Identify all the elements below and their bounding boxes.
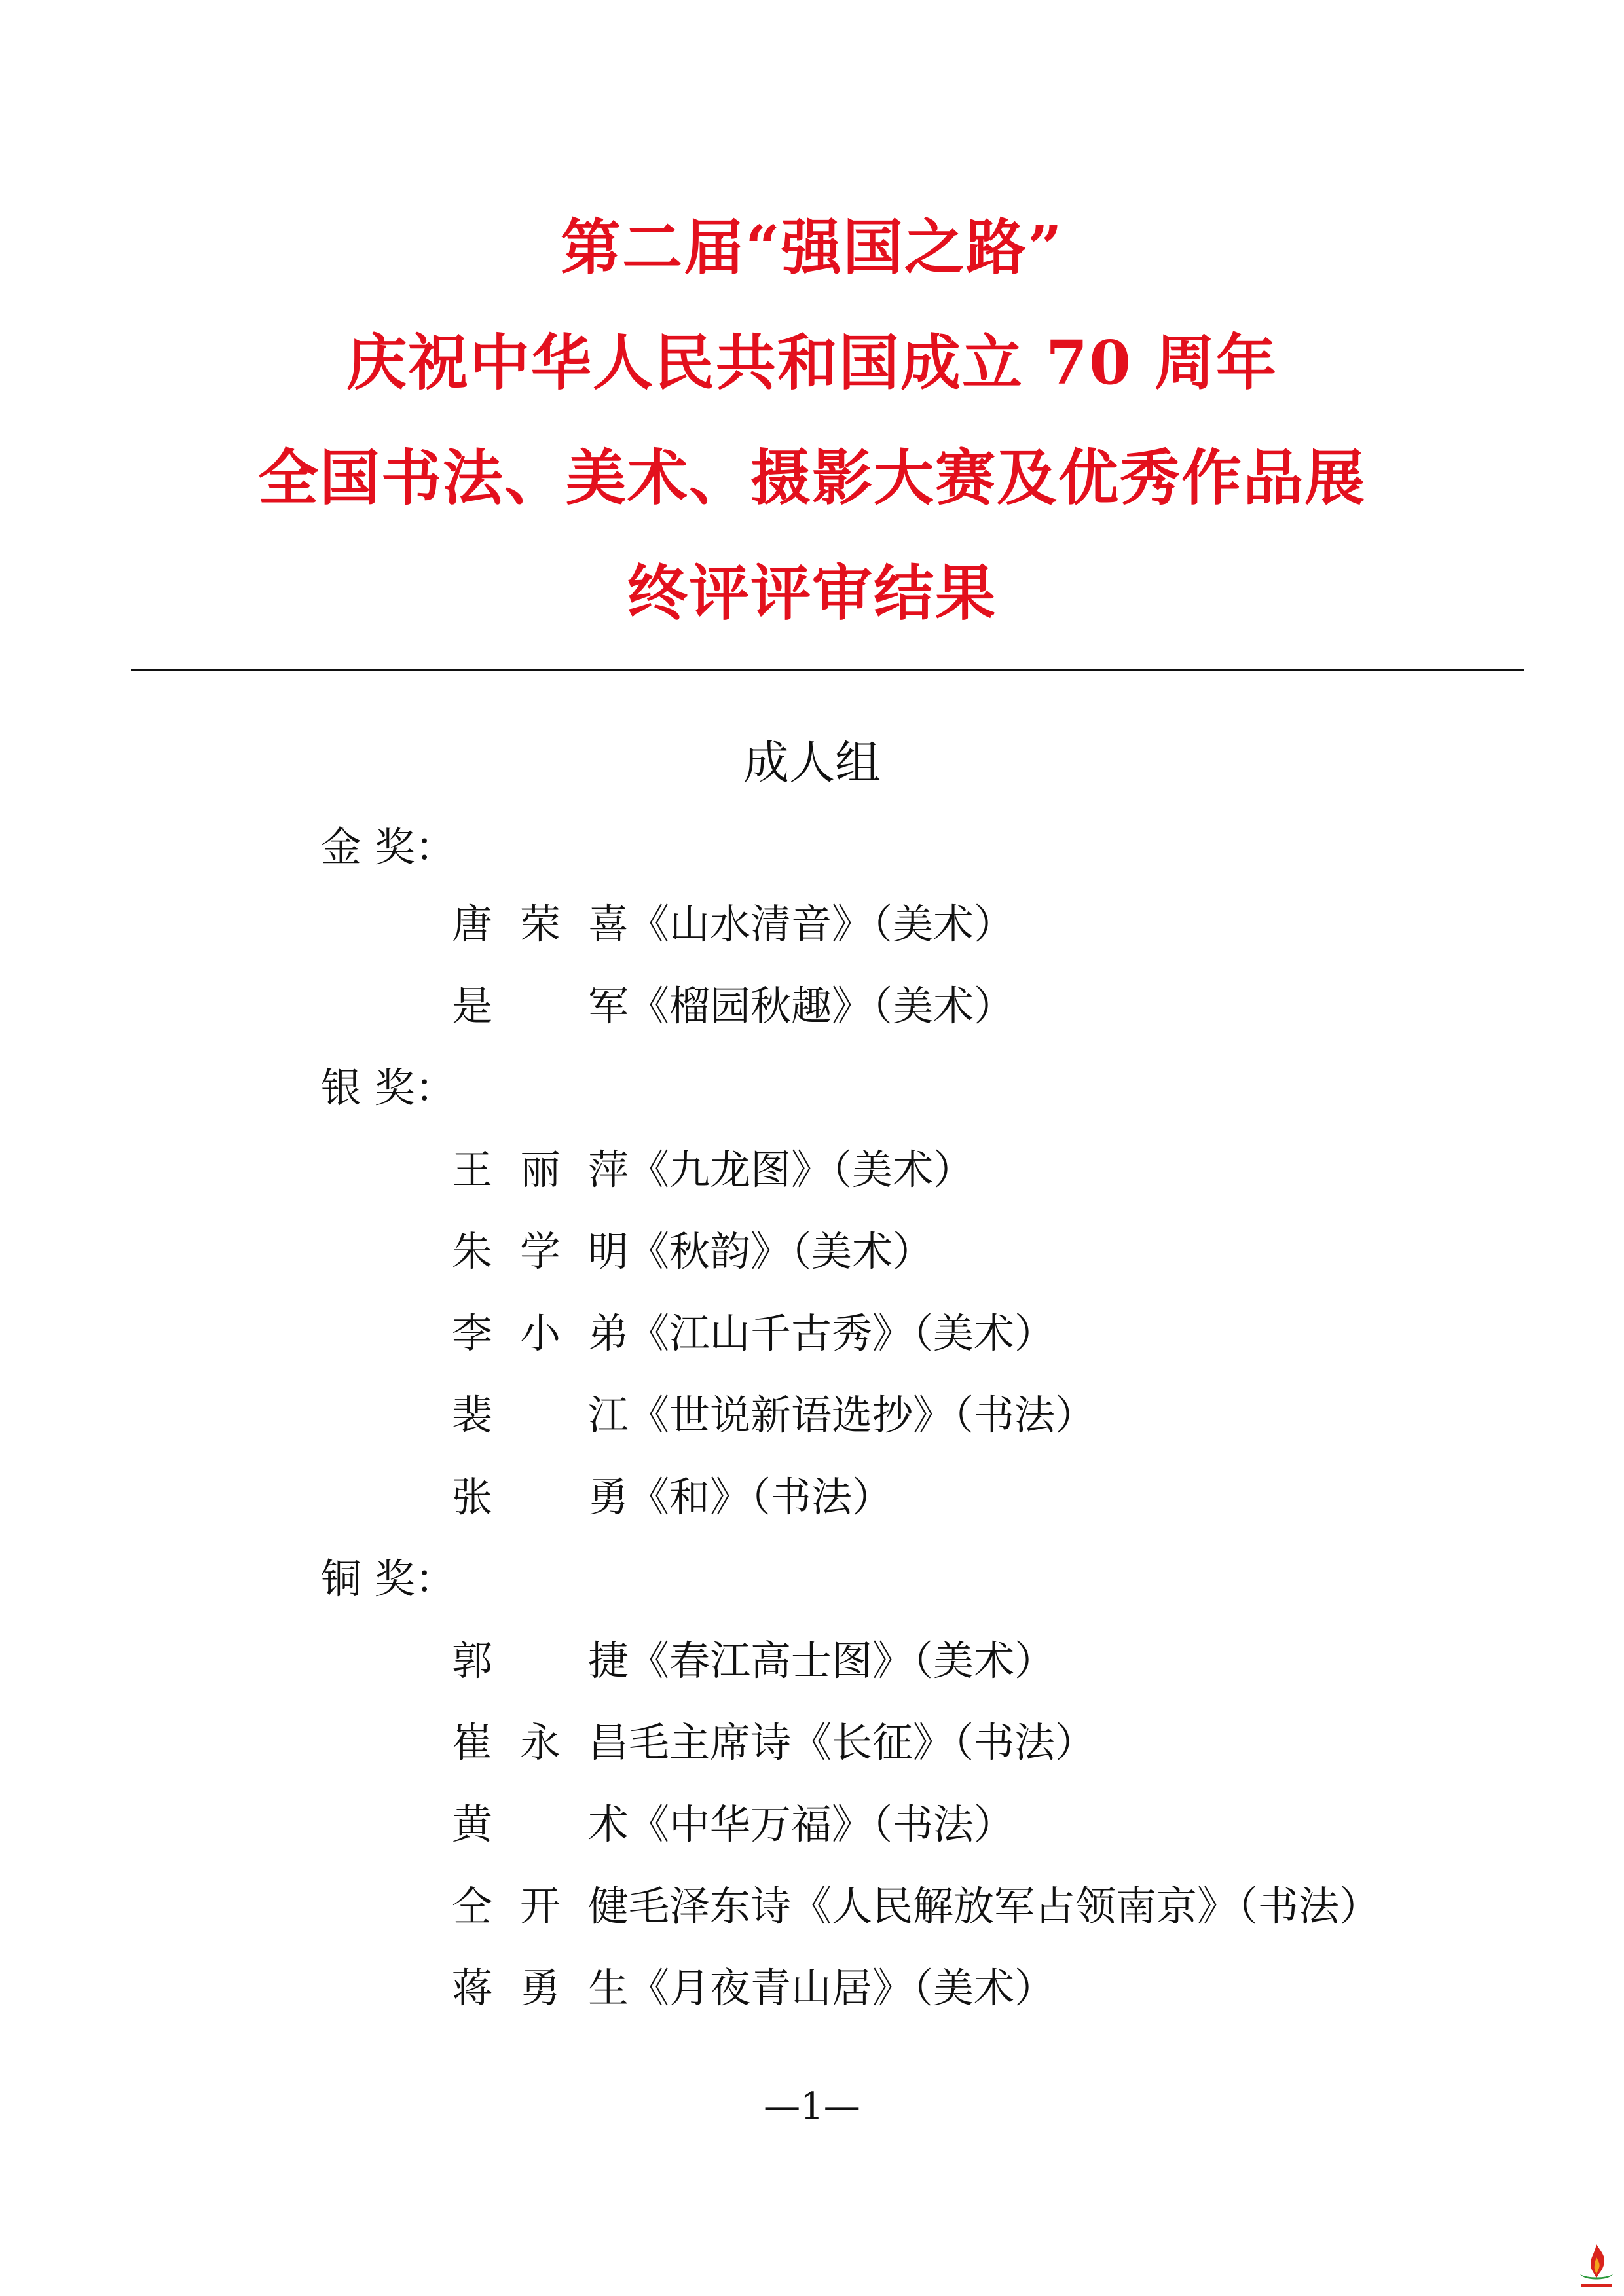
winner-name: 郭捷 (452, 1637, 629, 1685)
winner-name: 李小弟 (452, 1309, 629, 1357)
work-title: 《江山千古秀》（美术） (629, 1309, 1056, 1357)
list-item (452, 1389, 1096, 1442)
title-line-1: 第二届“强国之路” (561, 212, 1063, 283)
winner-name: 王丽萍 (452, 1146, 629, 1194)
list-item (452, 1144, 974, 1196)
work-title: 《山水清音》（美术） (629, 900, 1015, 948)
work-title: 《中华万福》（书法） (629, 1800, 1015, 1848)
work-title: 《榴园秋趣》（美术） (629, 982, 1015, 1030)
award-heading-silver: 银 奖： (321, 1064, 456, 1112)
list-item (452, 1880, 1380, 1933)
list-item (452, 1226, 933, 1278)
title-line-3: 全国书法、美术、摄影大赛及优秀作品展 (257, 443, 1366, 513)
list-item (452, 980, 1014, 1032)
work-title: 《月夜青山居》（美术） (629, 1964, 1056, 2012)
winner-name: 黄术 (452, 1800, 629, 1848)
document-title (0, 190, 1624, 651)
winner-name: 是军 (452, 982, 629, 1030)
work-title: 毛泽东诗《人民解放军占领南京》（书法） (629, 1882, 1380, 1930)
title-divider (131, 669, 1524, 671)
list-item (452, 1307, 1055, 1360)
list-item (452, 1471, 893, 1523)
list-item (452, 1962, 1055, 2014)
work-title: 毛主席诗《长征》（书法） (629, 1719, 1096, 1766)
winner-name: 裴江 (452, 1391, 629, 1439)
winner-name: 蒋勇生 (452, 1964, 629, 2012)
flame-logo-icon (1575, 2240, 1618, 2293)
winner-name: 朱学明 (452, 1228, 629, 1275)
award-heading-gold: 金 奖： (321, 823, 456, 871)
list-item (452, 898, 1014, 951)
title-line-4: 终评评审结果 (627, 558, 997, 629)
list-item (452, 1635, 1055, 1687)
work-title: 《和》（书法） (629, 1473, 893, 1521)
group-title: 成人组 (743, 736, 881, 790)
winner-name: 仝开健 (452, 1882, 629, 1930)
winner-name: 崔永昌 (452, 1719, 629, 1766)
work-title: 《世说新语选抄》（书法） (629, 1391, 1096, 1439)
list-item (452, 1798, 1014, 1851)
award-heading-bronze: 铜 奖： (321, 1555, 456, 1603)
work-title: 《秋韵》（美术） (629, 1228, 934, 1275)
list-item (452, 1717, 1096, 1769)
page-number: —1— (764, 2085, 860, 2128)
work-title: 《春江高士图》（美术） (629, 1637, 1056, 1685)
winner-name: 唐荣喜 (452, 900, 629, 948)
winner-name: 张勇 (452, 1473, 629, 1521)
title-line-2: 庆祝中华人民共和国成立 70 周年 (346, 327, 1278, 398)
work-title: 《九龙图》（美术） (629, 1146, 974, 1194)
